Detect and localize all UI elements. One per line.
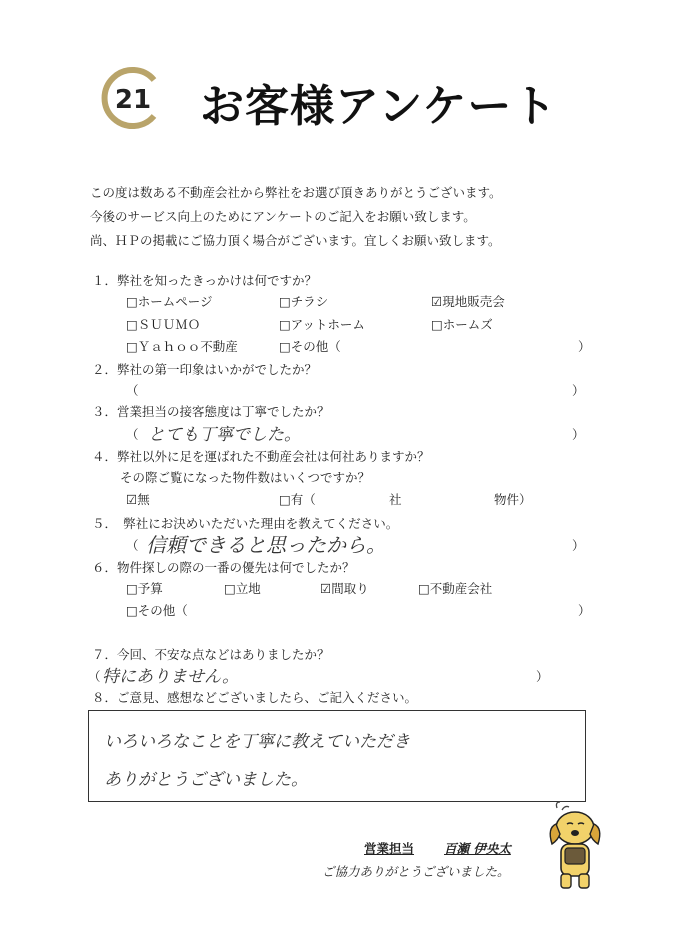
intro-line-3: 尚、ＨＰの掲載にご協力頂く場合がございます。宜しくお願い致します。 bbox=[90, 233, 501, 248]
q6-option-other[interactable]: □その他（ bbox=[126, 603, 188, 618]
q4-label: ４．弊社以外に足を運ばれた不動産会社は何社ありますか？ bbox=[92, 449, 430, 464]
q8-answer-line-1: いろいろなことを丁寧に教えていただき bbox=[104, 732, 410, 752]
q4-option-yes[interactable]: □有（ bbox=[279, 492, 316, 507]
century21-logo bbox=[100, 66, 164, 130]
q1-label: １．弊社を知ったきっかけは何ですか？ bbox=[92, 273, 318, 288]
q2-open: （ bbox=[126, 383, 139, 398]
q3-label: ３．営業担当の接客態度は丁寧でしたか？ bbox=[92, 404, 330, 419]
q5-label: ５． 弊社にお決めいただいた理由を教えてください。 bbox=[92, 516, 399, 531]
q1-option-suumo[interactable]: □ＳＵＵＭＯ bbox=[126, 317, 201, 332]
thanks-text: ご協力ありがとうございました。 bbox=[322, 864, 510, 879]
q7-open: （ bbox=[88, 669, 101, 684]
staff-name: 百瀬 伊央太 bbox=[444, 841, 511, 856]
q3-close: ） bbox=[572, 427, 585, 442]
page-title: お客様アンケート bbox=[200, 81, 558, 132]
q4-unit-property: 物件） bbox=[494, 492, 532, 507]
q8-label: ８．ご意見、感想などございましたら、ご記入ください。 bbox=[92, 690, 418, 705]
q6-label: ６．物件探しの際の一番の優先は何でしたか？ bbox=[92, 560, 355, 575]
q1-option-flyer[interactable]: □チラシ bbox=[279, 294, 329, 309]
q6-option-budget[interactable]: □予算 bbox=[126, 581, 163, 596]
q3-open: （ bbox=[126, 427, 139, 442]
q4-unit-company: 社 bbox=[389, 492, 402, 507]
q7-answer: 特にありません。 bbox=[102, 667, 240, 687]
q4-option-none[interactable]: ☑無 bbox=[126, 492, 150, 507]
intro-line-1: この度は数ある不動産会社から弊社をお選び頂きありがとうございます。 bbox=[90, 185, 502, 200]
q1-option-other[interactable]: □その他（ bbox=[279, 339, 341, 354]
q5-answer: 信頼できると思ったから。 bbox=[146, 533, 386, 557]
q6-option-location[interactable]: □立地 bbox=[224, 581, 261, 596]
q3-answer: とても丁寧でした。 bbox=[148, 425, 301, 445]
q7-close: ） bbox=[536, 669, 549, 684]
q1-option-homepage[interactable]: □ホームページ bbox=[126, 294, 213, 309]
q6-option-layout[interactable]: ☑間取り bbox=[320, 581, 369, 596]
q2-label: ２．弊社の第一印象はいかがでしたか？ bbox=[92, 362, 318, 377]
q6-other-close: ） bbox=[578, 603, 591, 618]
q1-option-athome[interactable]: □アットホーム bbox=[279, 317, 365, 332]
intro-line-2: 今後のサービス向上のためにアンケートのご記入をお願い致します。 bbox=[90, 209, 476, 224]
q1-option-yahoo[interactable]: □Ｙａｈｏｏ不動産 bbox=[126, 339, 238, 354]
logo-text: 21 bbox=[114, 85, 152, 115]
q2-close: ） bbox=[572, 383, 585, 398]
q8-answer-line-2: ありがとうございました。 bbox=[104, 770, 308, 790]
q5-close: ） bbox=[572, 538, 585, 553]
q1-option-homes[interactable]: □ホームズ bbox=[431, 317, 493, 332]
q4-sub: その際ご覧になった物件数はいくつですか？ bbox=[120, 470, 371, 485]
q7-label: ７．今回、不安な点などはありましたか？ bbox=[92, 647, 330, 662]
q1-other-close: ） bbox=[578, 339, 591, 354]
dog-mascot-icon bbox=[545, 800, 607, 892]
staff-label: 営業担当 bbox=[364, 841, 415, 856]
q6-option-company[interactable]: □不動産会社 bbox=[418, 581, 493, 596]
q1-option-open-house[interactable]: ☑現地販売会 bbox=[431, 294, 505, 309]
q5-open: （ bbox=[126, 538, 139, 553]
